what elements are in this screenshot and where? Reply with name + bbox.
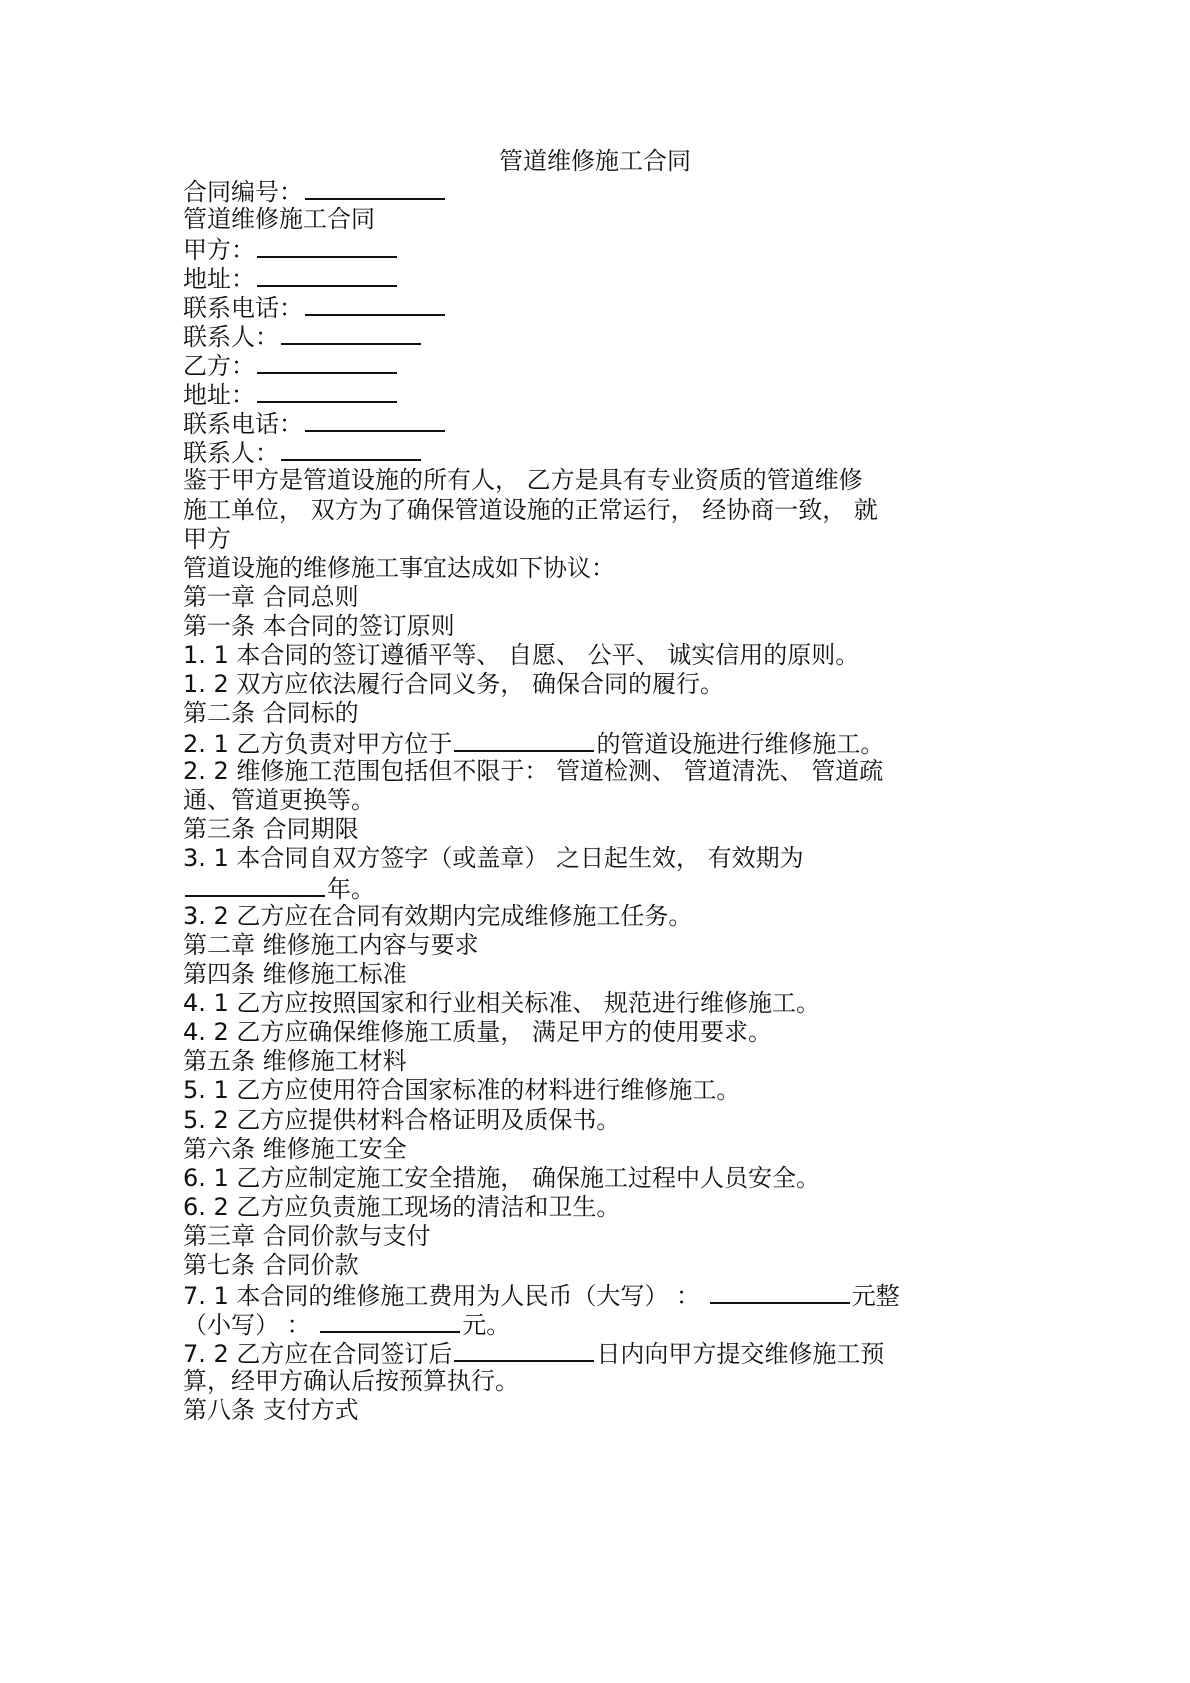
line-text: 第三章 合同价款与支付 bbox=[183, 1221, 431, 1250]
fill-in-blank bbox=[305, 292, 445, 316]
document-line bbox=[183, 466, 1023, 495]
document-title: 管道维修施工合同 bbox=[499, 147, 691, 175]
line-text-after-blank: 的管道设施进行维修施工。 bbox=[596, 729, 885, 758]
document-line bbox=[183, 1047, 1023, 1076]
line-text: 3. 2 乙方应在合同有效期内完成维修施工任务。 bbox=[183, 902, 693, 931]
document-line bbox=[183, 1222, 1023, 1251]
document-line bbox=[183, 1367, 1023, 1396]
line-text: 第一条 本合同的签订原则 bbox=[183, 611, 455, 640]
fill-in-blank bbox=[257, 234, 397, 258]
document-line bbox=[183, 670, 1023, 699]
line-text: 4. 2 乙方应确保维修施工质量， 满足甲方的使用要求。 bbox=[183, 1018, 773, 1047]
fill-in-blank bbox=[257, 350, 397, 374]
document-line bbox=[183, 525, 1023, 554]
document-line bbox=[183, 554, 1023, 583]
line-text: 2. 1 乙方负责对甲方位于 bbox=[183, 729, 453, 758]
fill-in-blank bbox=[710, 1280, 850, 1304]
document-line bbox=[183, 1076, 1023, 1105]
document-line bbox=[183, 350, 1023, 379]
line-text: 算，经甲方确认后按预算执行。 bbox=[183, 1366, 519, 1395]
document-line bbox=[183, 1338, 1023, 1367]
document-line bbox=[183, 1309, 1023, 1338]
line-text: 联系电话： bbox=[183, 410, 303, 439]
document-line bbox=[183, 757, 1023, 786]
line-text: 第三条 合同期限 bbox=[183, 815, 359, 844]
line-text: 第七条 合同价款 bbox=[183, 1250, 359, 1279]
document-line bbox=[183, 1396, 1023, 1425]
document-line bbox=[183, 1193, 1023, 1222]
document-line bbox=[183, 641, 1023, 670]
line-text: 管道维修施工合同 bbox=[183, 205, 375, 234]
document-line bbox=[183, 786, 1023, 815]
document-line bbox=[183, 844, 1023, 873]
line-text: 地址： bbox=[183, 265, 255, 294]
line-text-after-blank: 日内向甲方提交维修施工预 bbox=[596, 1339, 885, 1368]
document-line bbox=[183, 902, 1023, 931]
document-line bbox=[183, 408, 1023, 437]
line-text: 管道设施的维修施工事宜达成如下协议： bbox=[183, 553, 615, 582]
line-text: 第六条 维修施工安全 bbox=[183, 1134, 407, 1163]
document-line bbox=[183, 815, 1023, 844]
fill-in-blank bbox=[454, 1338, 594, 1362]
line-text: 第二章 维修施工内容与要求 bbox=[183, 931, 479, 960]
document-line bbox=[183, 321, 1023, 350]
line-text-after-blank: 元。 bbox=[462, 1310, 511, 1339]
line-text: 合同编号： bbox=[183, 178, 303, 206]
fill-in-blank bbox=[320, 1309, 460, 1333]
fill-in-blank bbox=[257, 379, 397, 403]
line-text: 7. 1 本合同的维修施工费用为人民币（大写） ： bbox=[183, 1281, 708, 1310]
line-text: 5. 2 乙方应提供材料合格证明及质保书。 bbox=[183, 1105, 621, 1134]
document-line bbox=[183, 699, 1023, 728]
fill-in-blank bbox=[305, 408, 445, 432]
line-text: 第八条 支付方式 bbox=[183, 1395, 359, 1424]
line-text: 1. 1 本合同的签订遵循平等、 自愿、 公平、 诚实信用的原则。 bbox=[183, 640, 860, 669]
line-text-after-blank: 元整 bbox=[851, 1281, 900, 1310]
document-line bbox=[183, 873, 1023, 902]
fill-in-blank bbox=[257, 263, 397, 287]
line-text: 3. 1 本合同自双方签字（或盖章） 之日起生效， 有效期为 bbox=[183, 844, 804, 873]
document-line bbox=[183, 931, 1023, 960]
document-line bbox=[183, 1164, 1023, 1193]
document-line bbox=[183, 176, 1023, 205]
line-text: 5. 1 乙方应使用符合国家标准的材料进行维修施工。 bbox=[183, 1076, 741, 1105]
line-text: 甲方 bbox=[183, 524, 231, 553]
document-line bbox=[183, 583, 1023, 612]
document-line bbox=[183, 960, 1023, 989]
line-text: 第二条 合同标的 bbox=[183, 698, 359, 727]
document-line bbox=[183, 292, 1023, 321]
line-text: 6. 2 乙方应负责施工现场的清洁和卫生。 bbox=[183, 1192, 621, 1221]
document-line bbox=[183, 1106, 1023, 1135]
fill-in-blank bbox=[281, 437, 421, 461]
line-text: 1. 2 双方应依法履行合同义务， 确保合同的履行。 bbox=[183, 669, 725, 698]
line-text: 联系人： bbox=[183, 439, 279, 468]
line-text: 7. 2 乙方应在合同签订后 bbox=[183, 1339, 453, 1368]
document-line bbox=[183, 234, 1023, 263]
document-line bbox=[183, 379, 1023, 408]
line-text-after-blank: 年。 bbox=[327, 875, 375, 904]
line-text: 2. 2 维修施工范围包括但不限于： 管道检测、 管道清洗、 管道疏 bbox=[183, 756, 884, 785]
line-text: 第五条 维修施工材料 bbox=[183, 1047, 407, 1076]
line-text: 第一章 合同总则 bbox=[183, 582, 359, 611]
document-line bbox=[183, 989, 1023, 1018]
document-line bbox=[183, 1018, 1023, 1047]
fill-in-blank bbox=[454, 728, 594, 752]
document-line bbox=[183, 205, 1023, 234]
document-line bbox=[183, 263, 1023, 292]
line-text: 第四条 维修施工标准 bbox=[183, 960, 407, 989]
fill-in-blank bbox=[185, 873, 325, 897]
document-line bbox=[183, 728, 1023, 757]
line-text: 联系人： bbox=[183, 323, 279, 352]
line-text: 甲方： bbox=[183, 236, 255, 265]
line-text: 施工单位， 双方为了确保管道设施的正常运行， 经协商一致， 就 bbox=[183, 495, 878, 524]
line-text: 鉴于甲方是管道设施的所有人， 乙方是具有专业资质的管道维修 bbox=[183, 466, 863, 495]
line-text: 乙方： bbox=[183, 352, 255, 381]
document-line bbox=[183, 1135, 1023, 1164]
line-text: 联系电话： bbox=[183, 294, 303, 323]
document-line bbox=[183, 1280, 1023, 1309]
line-text: 6. 1 乙方应制定施工安全措施， 确保施工过程中人员安全。 bbox=[183, 1163, 821, 1192]
document-line bbox=[183, 496, 1023, 525]
document-body bbox=[183, 176, 1023, 1425]
line-text: 4. 1 乙方应按照国家和行业相关标准、 规范进行维修施工。 bbox=[183, 989, 821, 1018]
fill-in-blank bbox=[305, 176, 445, 200]
document-line bbox=[183, 437, 1023, 466]
line-text: （小写） ： bbox=[183, 1310, 319, 1339]
line-text: 通、管道更换等。 bbox=[183, 785, 375, 814]
fill-in-blank bbox=[281, 321, 421, 345]
document-line bbox=[183, 612, 1023, 641]
document-line bbox=[183, 1251, 1023, 1280]
line-text: 地址： bbox=[183, 381, 255, 410]
